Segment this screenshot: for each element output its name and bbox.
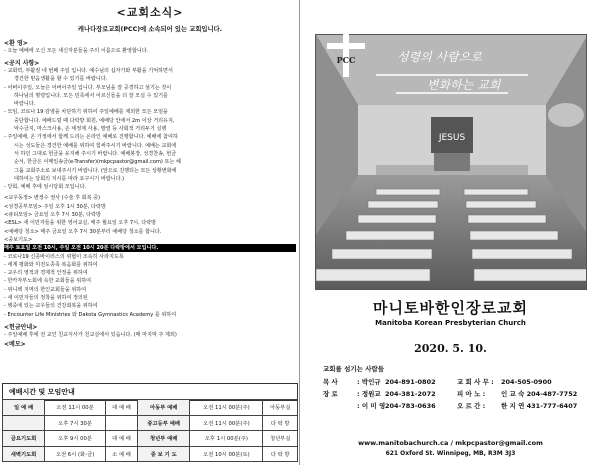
contact-info[interactable]: www.manitobachurch.ca / mkpcpastor@gmail.com	[358, 439, 543, 447]
notice-line: 대하여는 당회의 지시를 따라 요구시기 바랍니다.)	[14, 175, 125, 182]
service-line: - 세계 평화와 미전도종족 복음화를 위하여	[4, 261, 98, 268]
bulletin-right-page	[301, 0, 600, 465]
slogan-line-1: 성령의 사람으로	[397, 50, 482, 64]
schedule-cell: 오전 11시 00분	[45, 400, 106, 416]
schedule-cell: 오후 9시 00분	[45, 431, 106, 447]
staff-field: 204-783-0636	[385, 402, 436, 410]
schedule-cell: 오전 6시 (화-금)	[45, 446, 106, 462]
notice-line: - 교회력, 부활절 네 번째 주일 입니다. 예수님의 십자가와 부활을 기억하면서	[4, 67, 173, 74]
notice-line: 바랍니다.	[14, 101, 36, 108]
staff-title: 교회를 섬기는 사람들	[323, 365, 385, 373]
schedule-row	[3, 446, 298, 462]
service-line: - 교우의 영적과 경제적 안정을 위하여	[4, 270, 88, 277]
schedule-cell: 중 보 기 도	[138, 446, 190, 462]
staff-field: : 정원교	[357, 390, 381, 398]
staff-row	[323, 401, 593, 410]
schedule-cell: 일 예 배	[3, 400, 45, 416]
news-subtitle: 캐나다장로교회(PCC)에 소속되어 있는 교회입니다.	[77, 26, 223, 33]
schedule-cell: 오후 7시 30분	[45, 415, 106, 431]
service-line: <큐티모임> 금요일 오후 7시 30분, 다락방	[4, 212, 101, 218]
notice-line: 시는 성도들은 경건한 예배를 위하여 힘써주시기 바랍니다. 예배는 교회에	[14, 142, 177, 149]
schedule-cell: 대 예 배	[106, 431, 138, 447]
news-title: <교회소식>	[116, 6, 184, 19]
slogan-line-2: 변화하는 교회	[427, 78, 501, 92]
staff-field: : 이 미 영	[357, 402, 386, 410]
church-address: 621 Oxford St. Winnipeg, MB, R3M 3J3	[385, 450, 516, 457]
service-line: <중보기도>	[4, 236, 33, 243]
schedule-cell: 오전 10시 00분(토)	[190, 446, 263, 462]
memo-heading: <메모>	[4, 341, 26, 348]
prayer-meeting-banner: 매주 토요일 오전 10시, 주일 오전 10시 20분 다락방에서 모입니다.	[4, 244, 296, 252]
service-line: - 새 이민자들의 정착을 위하여 정의된	[4, 295, 88, 301]
schedule-row	[3, 431, 298, 447]
staff-field: 목 사	[323, 378, 338, 386]
schedule-cell: 대 예 배	[106, 400, 138, 416]
staff-field: 204-381-2072	[385, 390, 436, 398]
schedule-cell: 오후 1시 00분(주)	[190, 431, 263, 447]
service-line: - 한카자부노회에 속한 교회들을 위하여	[4, 278, 92, 285]
church-logo	[323, 33, 369, 77]
notice-line: 중단합니다. 예배드릴 때 다락방 회원, 예배당 안에서 2m 이상 거리유지,	[14, 117, 175, 124]
church-name-english: Manitoba Korean Presbyterian Church	[375, 319, 526, 327]
notice-line: 경건한 믿음생활을 할 수 있기를 바랍니다.	[14, 76, 108, 83]
service-line: - Encounter Life Ministries 와 Dakota Gymnastics Academy 를 위하여	[4, 311, 177, 318]
welcome-line: - 오늘 예배에 오신 모든 새신자분들을 주의 이름으로 환영합니다.	[4, 47, 149, 54]
notice-line: - 주일예배, 온 가정에서 함께 드리는 온라인 예배로 진행합니다. 예배에 참여하	[4, 134, 178, 141]
notice-line: 하나님의 명령입니다. 모든 민족에서 어르신들을 더 잘 모실 수 있기를	[14, 92, 168, 99]
staff-field: 204-891-0802	[385, 378, 436, 386]
guide-heading: <헌금안내>	[4, 323, 38, 331]
schedule-row	[3, 415, 298, 431]
schedule-row	[3, 400, 298, 416]
logo-text: PCC	[336, 55, 356, 65]
staff-field: 교 회 사 무 :	[457, 378, 494, 386]
schedule-cell: 아동부 예배	[138, 400, 190, 416]
notice-line: - 어버이주일, 오늘은 어버이주일 입니다. 부모님을 잘 공경하고 섬기는 것이	[4, 84, 172, 91]
staff-field: : 박인규	[357, 378, 381, 386]
staff-field: 204-505-0900	[501, 378, 552, 386]
schedule-cell: 아동부실	[263, 400, 298, 416]
staff-field: 인 교 숙 204-487-7752	[501, 390, 578, 398]
notice-line: - 모임, 코로나 19 감염을 차단하기 위하여 주일예배를 제외한 모든 모임을	[4, 109, 168, 116]
notice-line: - 당회, 예배 후에 임시당회 모입니다.	[4, 184, 87, 191]
schedule-cell	[3, 415, 45, 431]
staff-row	[323, 377, 593, 386]
service-line: <예배당 청소> 매주 금요일 오후 7시 30분부터 예배당 청소를 합니다.	[4, 228, 162, 235]
notice-line: 그룹 교회주소로 보내주시기 바랍니다. (앞으로 진행되는 모든 상황변화에	[14, 167, 177, 174]
schedule-cell: 오전 11시 00분(주)	[190, 415, 263, 431]
schedule-cell	[106, 415, 138, 431]
staff-field: 오 르 간 :	[457, 402, 486, 410]
schedule-table	[2, 399, 298, 462]
schedule-cell: 중고등부 예배	[138, 415, 190, 431]
schedule-cell: 금요기도회	[3, 431, 45, 447]
schedule-cell: 다 락 방	[263, 446, 298, 462]
guide-line: - 주일예배 후에 전 교인 친교식사가 친교실에서 있습니다. (매 마지막 주 제외)	[4, 331, 177, 338]
schedule-cell: 소 예 배	[106, 446, 138, 462]
staff-field: 피 아 노 :	[457, 390, 486, 398]
service-line: - 병중에 있는 교우들의 건강회복을 위하여	[4, 303, 98, 310]
notice-line: 순서, 한금은 이메일송금(e-Transfer)(mkpcpastor@gmail.com) 또는 헤	[14, 159, 181, 166]
svg-text:JESUS: JESUS	[438, 133, 466, 143]
staff-row	[323, 389, 593, 398]
service-line: - 위니펙 지역의 한인교회들을 위하여	[4, 286, 87, 293]
bulletin-date: 2020. 5. 10.	[414, 342, 487, 355]
schedule-cell: 청년부실	[263, 431, 298, 447]
service-line: - 코로나19 신종바이러스의 위협이 조속히 사라지도록	[4, 253, 124, 260]
cross-logo-icon	[323, 33, 369, 77]
staff-field: 한 지 연 431-777-6407	[501, 402, 578, 410]
notice-line: 악수금지, 마스크사용, 손 세정제 사용, 발열 등 사회적 거리두기 실행	[14, 126, 167, 132]
schedule-title: 예배시간 및 모임안내	[2, 383, 298, 401]
notice-line: 서 하던 그대로 헌금을 유지해 주시기 바랍니다. 예배봉장, 성경찬송, 헌금	[14, 150, 177, 157]
notice-heading: <공지 사항>	[4, 60, 40, 68]
schedule-cell: 오전 11시 00분(주)	[190, 400, 263, 416]
service-line: <교우동정> 변정수 권사 (수술 후 회복 중)	[4, 195, 101, 202]
welcome-heading: <환 영>	[4, 40, 28, 47]
schedule-cell: 새벽기도회	[3, 446, 45, 462]
schedule-cell: 다 락 방	[263, 415, 298, 431]
service-line: <성경공부모임> 주일 오후 1시 30분, 다락방	[4, 203, 106, 210]
schedule-cell: 청년부 예배	[138, 431, 190, 447]
church-name-korean: 마니토바한인장로교회	[373, 299, 528, 317]
staff-field: 장 로	[323, 390, 338, 398]
service-line: <ESL> 새 이민자들을 위한 영어교실, 매주 월요일 오후 7시, 다락방	[4, 220, 157, 227]
